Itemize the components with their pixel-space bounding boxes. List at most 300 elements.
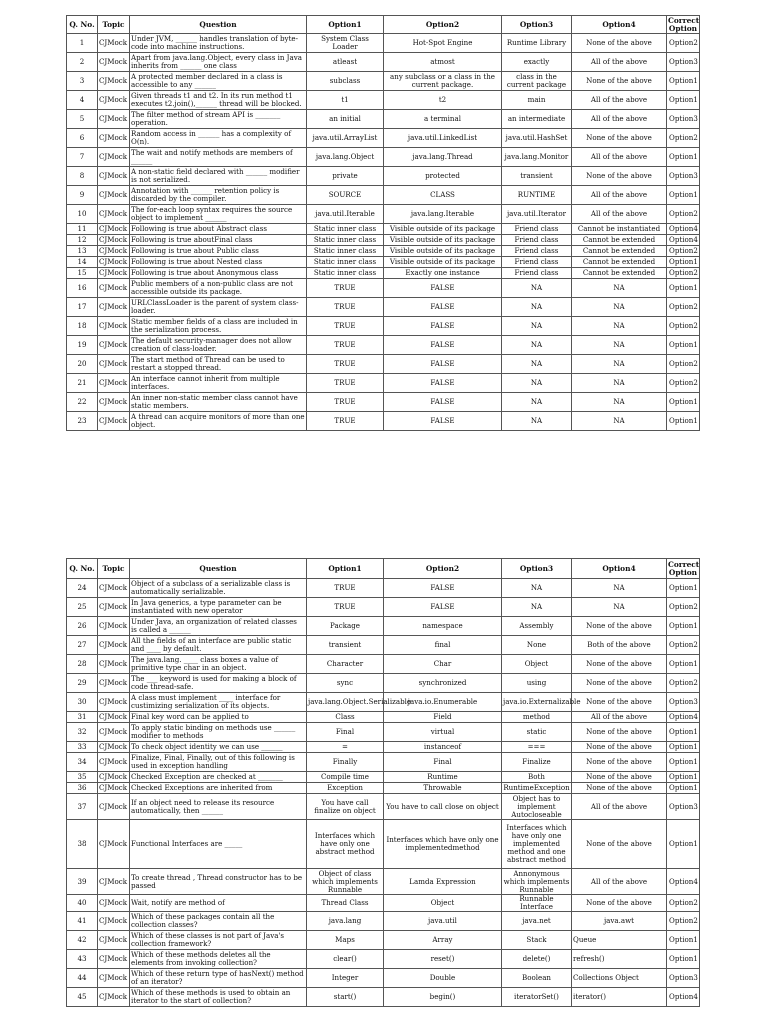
question-cell: Following is true about Abstract class [130,224,307,235]
header-option3: Option3 [502,16,572,34]
table-row [67,355,700,374]
qno-cell: 29 [67,674,98,693]
header-question: Question [130,559,307,579]
qno-cell: 37 [67,794,98,820]
correct-option-cell: Option3 [667,167,700,186]
table-row [67,167,700,186]
qno-cell: 41 [67,912,98,931]
option3-cell: RUNTIME [502,186,572,205]
option4-cell: Collections Object [572,969,667,988]
option1-cell: TRUE [307,412,384,431]
correct-option-cell: Option2 [667,895,700,912]
option3-cell: java.io.Externalizable [502,693,572,712]
correct-option-cell: Option2 [667,205,700,224]
option4-cell: Both of the above [572,636,667,655]
table-row [67,317,700,336]
table-row [67,723,700,742]
option4-cell: NA [572,412,667,431]
option2-cell: Field [384,712,502,723]
topic-cell: CJMock [98,279,130,298]
qno-cell: 14 [67,257,98,268]
option4-cell: None of the above [572,34,667,53]
option4-cell: NA [572,279,667,298]
option4-cell: Queue [572,931,667,950]
option1-cell: an initial [307,110,384,129]
question-cell: The default security-manager does not allow creation of class-loader. [130,336,307,355]
table-row [67,674,700,693]
table-row [67,693,700,712]
table-row [67,298,700,317]
correct-option-cell: Option2 [667,355,700,374]
qno-cell: 42 [67,931,98,950]
topic-cell: CJMock [98,950,130,969]
option1-cell: TRUE [307,279,384,298]
option1-cell: java.util.Iterable [307,205,384,224]
table-row [67,412,700,431]
header-option1: Option1 [307,559,384,579]
option2-cell: Final [384,753,502,772]
header-row [67,559,700,579]
option1-cell: TRUE [307,579,384,598]
qno-cell: 4 [67,91,98,110]
correct-option-cell: Option2 [667,246,700,257]
option2-cell: Object [384,895,502,912]
option2-cell: You have to call close on object [384,794,502,820]
question-cell: Following is true aboutFinal class [130,235,307,246]
correct-option-cell: Option2 [667,317,700,336]
option1-cell: Thread Class [307,895,384,912]
header-question: Question [130,16,307,34]
header-topic: Topic [98,559,130,579]
correct-option-cell: Option1 [667,655,700,674]
correct-option-cell: Option4 [667,988,700,1007]
option1-cell: Static inner class [307,224,384,235]
topic-cell: CJMock [98,355,130,374]
table-row [67,655,700,674]
topic-cell: CJMock [98,167,130,186]
option1-cell: Static inner class [307,268,384,279]
question-cell: Object of a subclass of a serializable class is automatically serializable. [130,579,307,598]
topic-cell: CJMock [98,636,130,655]
topic-cell: CJMock [98,969,130,988]
question-cell: All the fields of an interface are public static and ____ by default. [130,636,307,655]
option3-cell: java.util.HashSet [502,129,572,148]
option4-cell: None of the above [572,693,667,712]
table-row [67,931,700,950]
option1-cell: Static inner class [307,246,384,257]
topic-cell: CJMock [98,257,130,268]
option3-cell: None [502,636,572,655]
topic-cell: CJMock [98,317,130,336]
correct-option-cell: Option4 [667,712,700,723]
topic-cell: CJMock [98,393,130,412]
question-cell: In Java generics, a type parameter can be instantiated with new operator [130,598,307,617]
topic-cell: CJMock [98,931,130,950]
option3-cell: using [502,674,572,693]
option2-cell: FALSE [384,279,502,298]
qno-cell: 40 [67,895,98,912]
topic-cell: CJMock [98,712,130,723]
question-cell: Random access in ______ has a complexity of O(n). [130,129,307,148]
option1-cell: Exception [307,783,384,794]
option4-cell: All of the above [572,186,667,205]
option4-cell: iterator() [572,988,667,1007]
qno-cell: 27 [67,636,98,655]
option4-cell: None of the above [572,895,667,912]
question-cell: A protected member declared in a class is accessible to any ______ [130,72,307,91]
table-row [67,393,700,412]
question-cell: Under JVM, ______ handles translation of byte-code into machine instructions. [130,34,307,53]
option4-cell: All of the above [572,794,667,820]
correct-option-cell: Option1 [667,723,700,742]
question-cell: Finalize, Final, Finally, out of this following is used in exception handling [130,753,307,772]
option2-cell: FALSE [384,579,502,598]
correct-option-cell: Option3 [667,794,700,820]
option2-cell: java.util [384,912,502,931]
topic-cell: CJMock [98,129,130,148]
table-row [67,205,700,224]
topic-cell: CJMock [98,412,130,431]
topic-cell: CJMock [98,374,130,393]
option2-cell: Array [384,931,502,950]
qno-cell: 20 [67,355,98,374]
option3-cell: iteratorSet() [502,988,572,1007]
option2-cell: Throwable [384,783,502,794]
option3-cell: NA [502,412,572,431]
topic-cell: CJMock [98,820,130,869]
option4-cell: None of the above [572,753,667,772]
option4-cell: NA [572,298,667,317]
option3-cell: === [502,742,572,753]
question-cell: Which of these methods deletes all the elements from invoking collection? [130,950,307,969]
topic-cell: CJMock [98,655,130,674]
table-row [67,712,700,723]
topic-cell: CJMock [98,298,130,317]
option3-cell: Object has to implement Autocloseable [502,794,572,820]
topic-cell: CJMock [98,693,130,712]
correct-option-cell: Option1 [667,820,700,869]
correct-option-cell: Option1 [667,931,700,950]
option2-cell: java.util.LinkedList [384,129,502,148]
question-cell: The java.lang. ____ class boxes a value of primitive type char in an object. [130,655,307,674]
qno-cell: 30 [67,693,98,712]
question-cell: The for-each loop syntax requires the source object to implement ______ [130,205,307,224]
qno-cell: 43 [67,950,98,969]
table-row [67,53,700,72]
question-cell: URLClassLoader is the parent of system class-loader. [130,298,307,317]
option1-cell: System Class Loader [307,34,384,53]
option4-cell: All of the above [572,712,667,723]
option2-cell: FALSE [384,298,502,317]
option1-cell: TRUE [307,317,384,336]
option4-cell: Cannot be extended [572,268,667,279]
correct-option-cell: Option2 [667,598,700,617]
table-row [67,895,700,912]
qno-cell: 21 [67,374,98,393]
option2-cell: a terminal [384,110,502,129]
table-row [67,279,700,298]
qno-cell: 2 [67,53,98,72]
correct-option-cell: Option2 [667,636,700,655]
qno-cell: 39 [67,869,98,895]
option4-cell: NA [572,579,667,598]
question-cell: Functional Interfaces are _____ [130,820,307,869]
table-row [67,772,700,783]
qno-cell: 1 [67,34,98,53]
option3-cell: Friend class [502,257,572,268]
table-row [67,186,700,205]
option1-cell: Final [307,723,384,742]
topic-cell: CJMock [98,598,130,617]
option1-cell: subclass [307,72,384,91]
topic-cell: CJMock [98,224,130,235]
option2-cell: t2 [384,91,502,110]
correct-option-cell: Option2 [667,268,700,279]
option4-cell: All of the above [572,869,667,895]
correct-option-cell: Option4 [667,869,700,895]
qno-cell: 8 [67,167,98,186]
option4-cell: java.awt [572,912,667,931]
option2-cell: java.lang.Iterable [384,205,502,224]
option3-cell: Stack [502,931,572,950]
qno-cell: 44 [67,969,98,988]
table-row [67,869,700,895]
header-option2: Option2 [384,559,502,579]
table-row [67,598,700,617]
option3-cell: NA [502,579,572,598]
question-table-2 [66,558,700,1007]
option2-cell: virtual [384,723,502,742]
option3-cell: NA [502,317,572,336]
option1-cell: t1 [307,91,384,110]
option2-cell: Lamda Expression [384,869,502,895]
table-row [67,579,700,598]
qno-cell: 45 [67,988,98,1007]
option3-cell: RuntimeException [503,783,570,792]
correct-option-cell: Option2 [667,129,700,148]
correct-option-cell: Option4 [667,224,700,235]
option1-cell: Integer [307,969,384,988]
question-cell: Under Java, an organization of related classes is called a ______ [130,617,307,636]
option4-cell: None of the above [572,617,667,636]
topic-cell: CJMock [98,205,130,224]
question-cell: Following is true about Anonymous class [130,268,307,279]
table-row [67,969,700,988]
topic-cell: CJMock [98,53,130,72]
table-row [67,110,700,129]
option1-cell: Static inner class [307,257,384,268]
table-row [67,988,700,1007]
correct-option-cell: Option1 [667,772,700,783]
option1-cell: start() [307,988,384,1007]
topic-cell: CJMock [98,783,130,794]
question-cell: Annotation with ______ retention policy is discarded by the compiler. [130,186,307,205]
question-cell: The start method of Thread can be used to restart a stopped thread. [130,355,307,374]
option4-cell: None of the above [572,772,667,783]
qno-cell: 7 [67,148,98,167]
option2-cell: CLASS [384,186,502,205]
option4-cell: None of the above [572,820,667,869]
question-cell: To apply static binding on methods use ______ modifier to methods [130,723,307,742]
option3-cell: delete() [502,950,572,969]
correct-option-cell: Option3 [667,693,700,712]
option3-cell: Boolean [502,969,572,988]
option3-cell: Interfaces which have only one implemented method and one abstract method [502,820,572,869]
table-row [67,753,700,772]
option2-cell: Visible outside of its package [384,235,502,246]
header-row [67,16,700,34]
table-row [67,742,700,753]
qno-cell: 13 [67,246,98,257]
question-cell: Following is true about Nested class [130,257,307,268]
correct-option-cell: Option1 [667,186,700,205]
option4-cell: None of the above [572,723,667,742]
option4-cell: Cannot be instantiated [572,224,667,235]
table-body [67,34,700,431]
option2-cell: Char [384,655,502,674]
qno-cell: 3 [67,72,98,91]
option3-cell: Runtime Library [502,34,572,53]
table-row [67,257,700,268]
option3-cell: NA [502,393,572,412]
question-cell: Given threads t1 and t2. In its run method t1 executes t2.join(),______ thread will be blocked. [130,91,307,110]
qno-cell: 19 [67,336,98,355]
option1-cell: TRUE [307,598,384,617]
option3-cell: Runnable Interface [502,895,572,912]
option3-cell: exactly [502,53,572,72]
option1-cell: clear() [307,950,384,969]
option3-cell: static [502,723,572,742]
option4-cell: All of the above [572,91,667,110]
option1-cell: TRUE [307,336,384,355]
option2-cell: Hot-Spot Engine [384,34,502,53]
topic-cell: CJMock [98,148,130,167]
table-row [67,129,700,148]
header-option1: Option1 [307,16,384,34]
qno-cell: 9 [67,186,98,205]
question-cell: Following is true about Public class [130,246,307,257]
topic-cell: CJMock [98,110,130,129]
correct-option-cell: Option4 [667,235,700,246]
header-qno: Q. No. [67,16,98,34]
qno-cell: 32 [67,723,98,742]
qno-cell: 31 [67,712,98,723]
correct-option-cell: Option1 [667,753,700,772]
option4-cell: Cannot be extended [572,257,667,268]
question-cell: A thread can acquire monitors of more than one object. [131,412,305,429]
option4-cell: None of the above [572,742,667,753]
option2-cell: atmost [384,53,502,72]
option1-cell: TRUE [307,355,384,374]
header-qno: Q. No. [67,559,98,579]
table-row [67,148,700,167]
option4-cell: All of the above [572,148,667,167]
option3-cell: Friend class [502,235,572,246]
question-cell: If an object need to release its resource automatically, then ______ [130,794,307,820]
option2-cell: FALSE [384,317,502,336]
qno-cell: 16 [67,279,98,298]
table-row [67,617,700,636]
qno-cell: 23 [67,412,98,431]
option3-cell: Finalize [502,753,572,772]
table-row [67,336,700,355]
option4-cell: NA [572,336,667,355]
option1-cell: SOURCE [307,186,384,205]
question-cell: Static member fields of a class are included in the serialization process. [130,317,307,336]
option1-cell: atleast [307,53,384,72]
option2-cell: FALSE [384,374,502,393]
option2-cell: Visible outside of its package [384,257,502,268]
option2-cell: FALSE [384,412,502,431]
topic-cell: CJMock [98,794,130,820]
question-cell: To check object identity we can use ______ [130,742,307,753]
option3-cell: NA [502,279,572,298]
correct-option-cell: Option1 [667,617,700,636]
question-cell: The wait and notify methods are members of ______ [130,148,307,167]
header-correct-option: Correct Option [668,15,700,33]
option3-cell: Friend class [502,246,572,257]
option4-cell: None of the above [572,674,667,693]
option4-cell: NA [572,374,667,393]
table-row [67,246,700,257]
question-cell: Which of these methods is used to obtain an iterator to the start of collection? [130,988,307,1007]
option4-cell: All of the above [572,205,667,224]
option2-cell: final [384,636,502,655]
topic-cell: CJMock [98,988,130,1007]
correct-option-cell: Option1 [667,950,700,969]
option2-cell: begin() [384,988,502,1007]
correct-option-cell: Option1 [667,148,700,167]
question-cell: Which of these packages contain all the collection classes? [130,912,307,931]
option2-cell: Interfaces which have only one implementedmethod [384,820,502,869]
qno-cell: 5 [67,110,98,129]
topic-cell: CJMock [98,772,130,783]
option3-cell: Friend class [502,268,572,279]
qno-cell: 25 [67,598,98,617]
option1-cell: sync [307,674,384,693]
table-row [67,636,700,655]
correct-option-cell: Option1 [667,72,700,91]
option1-cell: Interfaces which have only one abstract method [307,820,384,869]
qno-cell: 35 [67,772,98,783]
correct-option-cell: Option2 [667,912,700,931]
option3-cell: Object [502,655,572,674]
qno-cell: 34 [67,753,98,772]
option4-cell: NA [572,317,667,336]
question-cell: The ___ keyword is used for making a block of code thread-safe. [130,674,307,693]
correct-option-cell: Option2 [667,298,700,317]
table-row [67,72,700,91]
option1-cell: Class [307,712,384,723]
correct-option-cell: Option3 [667,969,700,988]
table-row [67,34,700,53]
topic-cell: CJMock [98,34,130,53]
qno-cell: 36 [67,783,98,794]
option4-cell: None of the above [572,129,667,148]
qno-cell: 18 [67,317,98,336]
option1-cell: transient [307,636,384,655]
correct-option-cell: Option2 [667,34,700,53]
option1-cell: Object of class which implements Runnable [307,869,384,895]
option3-cell: NA [502,374,572,393]
qno-cell: 24 [67,579,98,598]
option2-cell: Runtime [384,772,502,783]
option3-cell: NA [502,355,572,374]
question-cell: The filter method of stream API is _______ operation. [130,110,307,129]
option4-cell: None of the above [572,72,667,91]
option3-cell: java.net [502,912,572,931]
option3-cell: Annonymous which implements Runnable [502,869,572,895]
